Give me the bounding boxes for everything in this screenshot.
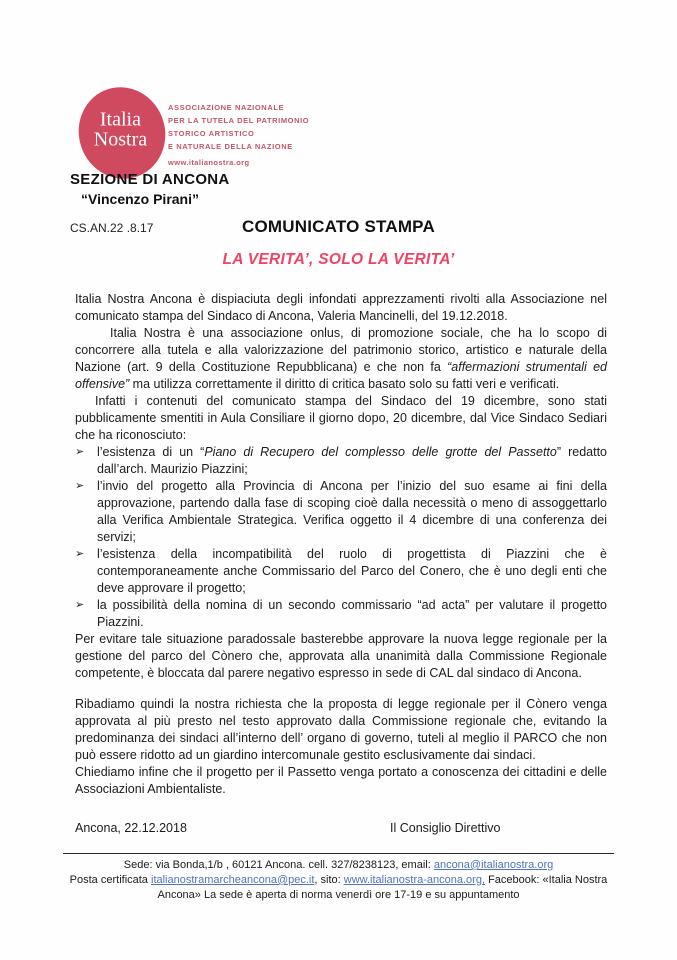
tagline-line-4: E NATURALE DELLA NAZIONE <box>168 142 293 151</box>
footer-site-label: , sito: <box>314 874 344 886</box>
bullet-4-pre: la possibilità della nomina di un secondo commissario “ad acta” per valutare il progetto Piazzini. <box>97 598 607 629</box>
paragraph-request: Ribadiamo quindi la nostra richiesta che la proposta di legge regionale per il Cònero venga approvata al più presto nel testo approvato dalla Commissione regionale che, evitando la predominanza dei sindaci all’interno dell’ organo di governo, tuteli al meglio il PARCO che non può essere ridotto ad un giardino intercomunale gestito esclusivamente dai sindaci. <box>75 697 607 762</box>
email-link[interactable]: ancona@italianostra.org <box>433 859 554 871</box>
website-text: www.italianostra.org <box>168 158 250 167</box>
association-tagline <box>168 101 309 153</box>
signature: Il Consiglio Direttivo <box>390 821 501 835</box>
footer-facebook-label: Facebook: «Italia Nostra <box>485 874 608 886</box>
footer-line-2 <box>56 873 621 888</box>
site-link[interactable]: www.italianostra-ancona.org, <box>343 874 486 886</box>
document-body <box>75 291 607 837</box>
paragraph-mission <box>75 325 607 393</box>
logo-wordmark <box>94 109 147 149</box>
paragraph-mission-quote: “affermazioni strumentali ed offensive” <box>75 360 607 391</box>
bullet-item-3-text <box>97 546 607 597</box>
closing-row <box>75 820 607 837</box>
tagline-line-1: ASSOCIAZIONE NAZIONALE <box>168 103 285 112</box>
paragraph-mission-post: ma utilizza correttamente il diritto di critica basato solo su fatti veri e verificati. <box>129 377 560 391</box>
arrow-bullet-icon: ➢ <box>75 599 85 611</box>
paragraph-mission-pre: Italia Nostra è una associazione onlus, di promozione sociale, che ha lo scopo di concorrere alla tutela e alla valorizzazione del patrimonio storico, artistico e naturale della Nazione (art. 9 della Costituzione Repubblicana) e che non fa <box>75 326 607 374</box>
footer-address: Sede: via Bonda,1/b , 60121 Ancona. cell. 327/8238123, email: <box>123 859 434 871</box>
section-subtitle: “Vincenzo Pirani” <box>81 191 199 207</box>
bullet-item-1-text <box>97 444 607 478</box>
pec-email-link[interactable]: italianostramarcheancona@pec.it <box>151 874 315 886</box>
paragraph-regional-law: Per evitare tale situazione paradossale basterebbe approvare la nuova legge regionale per la gestione del parco del Cònero che, approvata alla unanimità dalla Commissione Regionale competente, è bloccata dal parere negativo espresso in sede di CAL dal sindaco di Ancona. <box>75 632 607 680</box>
arrow-bullet-icon: ➢ <box>75 480 85 492</box>
bullet-item-2 <box>75 478 607 546</box>
bullet-item-1 <box>75 444 607 478</box>
bullet-1-post: ” redatto dall’arch. Maurizio Piazzini; <box>97 445 607 476</box>
logo-line-2: Nostra <box>94 128 148 151</box>
footer-pec-label: Posta certificata <box>69 874 151 886</box>
bullet-1-pre: l’esistenza di un “ <box>97 445 205 459</box>
bullet-2-pre: l’invio del progetto alla Provincia di Ancona per l’inizio del suo esame ai fini della approvazione, partendo dalla fase di scoping cioè dalla necessità o meno di assoggettarlo alla Verifica Ambientale Strategica. Verifica oggetto il 4 dicembre di una conferenza dei servizi; <box>97 479 607 544</box>
arrow-bullet-icon: ➢ <box>75 446 85 458</box>
paragraph-facts: Infatti i contenuti del comunicato stampa del Sindaco del 19 dicembre, sono stati pubblicamente smentiti in Aula Consiliare il giorno dopo, 20 dicembre, dal Vice Sindaco Sediari che ha riconosciuto: <box>75 394 607 442</box>
footer-divider <box>63 853 614 854</box>
footer-line-3: Ancona» La sede è aperta di norma venerdì ore 17-19 e su appuntamento <box>157 889 520 901</box>
bullet-1-quote: Piano di Recupero del complesso delle grotte del Passetto <box>204 445 557 459</box>
footer <box>56 858 621 903</box>
tagline-line-3: STORICO ARTISTICO <box>168 129 255 138</box>
bullet-item-4-text <box>97 597 607 631</box>
bullet-3-pre: l’esistenza della incompatibilità del ruolo di progettista di Piazzini che è contemporaneamente anche Commissario del Parco del Conero, che è uno degli enti che deve approvare il progetto; <box>97 547 607 595</box>
paragraph-intro: Italia Nostra Ancona è dispiaciuta degli infondati apprezzamenti rivolti alla Associazione nel comunicato stampa del Sindaco di Ancona, Valeria Mancinelli, del 19.12.2018. <box>75 292 607 323</box>
place-date: Ancona, 22.12.2018 <box>75 821 187 835</box>
protocol-number: CS.AN.22 .8.17 <box>70 221 154 235</box>
document-subtitle: LA VERITA’, SOLO LA VERITA’ <box>222 251 455 268</box>
section-title: SEZIONE DI ANCONA <box>70 171 230 188</box>
bullet-item-3 <box>75 546 607 597</box>
bullet-item-4 <box>75 597 607 631</box>
document-title: COMUNICATO STAMPA <box>242 217 435 236</box>
logo-line-1: Italia <box>100 108 142 131</box>
paragraph-final-request: Chiediamo infine che il progetto per il Passetto venga portato a conoscenza dei cittadini e delle Associazioni Ambientaliste. <box>75 765 607 796</box>
tagline-line-2: PER LA TUTELA DEL PATRIMONIO <box>168 116 310 125</box>
arrow-bullet-icon: ➢ <box>75 548 85 560</box>
footer-line-1 <box>56 858 621 873</box>
paragraph-request-block <box>75 696 607 798</box>
bullet-item-2-text <box>97 478 607 546</box>
